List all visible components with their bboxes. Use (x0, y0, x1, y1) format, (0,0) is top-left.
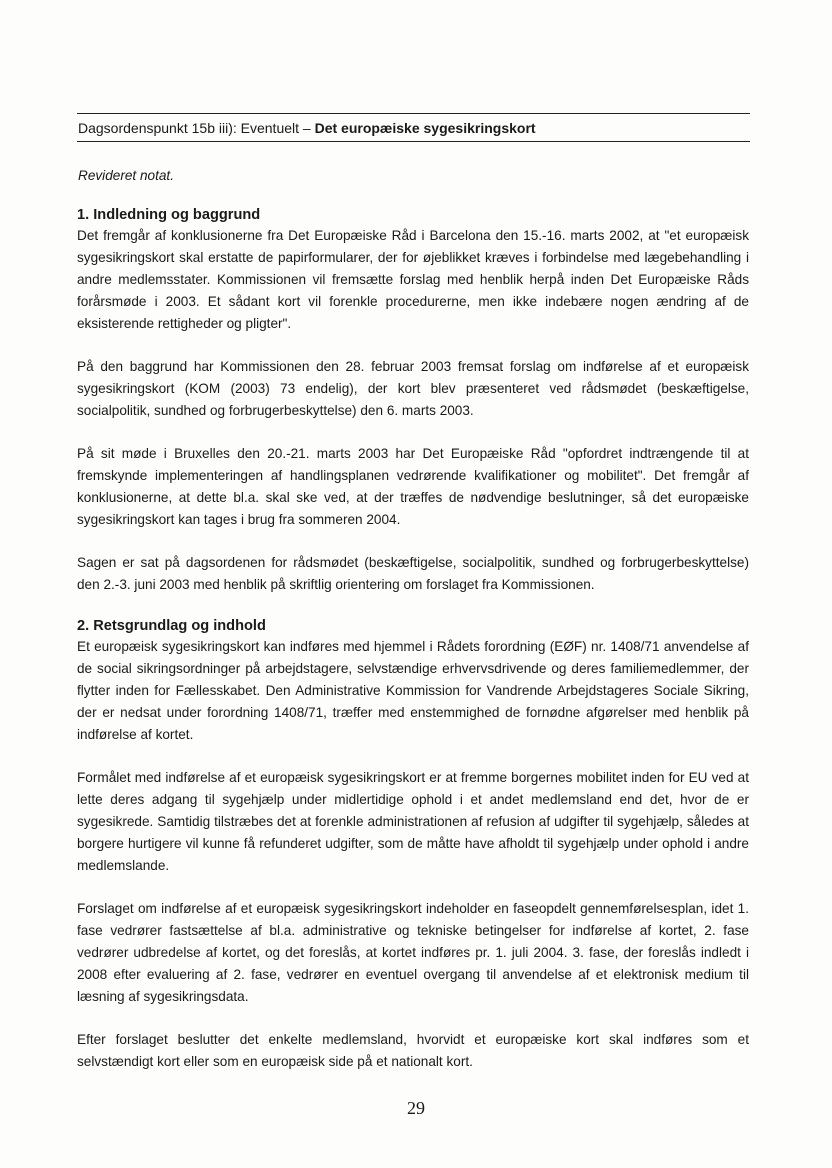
paragraph: På den baggrund har Kommissionen den 28. februar 2003 fremsat forslag om indførelse af et europæisk sygesikringskort (KOM (2003) 73 endelig), der kort blev præsenteret ved rådsmødet (beskæftigelse, socialpolitik, sundhed og forbrugerbeskyttelse) den 6. marts 2003. (77, 359, 749, 418)
paragraph: Det fremgår af konklusionerne fra Det Europæiske Råd i Barcelona den 15.-16. marts 2002, at "et europæisk sygesikringskort skal erstatte de papirformularer, der for øjeblikket kræves i forbindelse med lægebehandling i andre medlemsstater. Kommissionen vil fremsætte forslag med henblik herpå inden Det Europæiske Råds forårsmøde i 2003. Et sådant kort vil forenkle procedurerne, men ikke indebære nogen ændring af de eksisterende rettigheder og pligter". (77, 228, 749, 331)
agenda-header (78, 120, 536, 136)
paragraph: Formålet med indførelse af et europæisk sygesikringskort er at fremme borgernes mobilitet inden for EU ved at lette deres adgang til sygehjælp under midlertidige ophold i et andet medlemsland end det, hvor de er sygesikrede. Samtidig tilstræbes det at forenkle administrationen af refusion af udgifter til sygehjælp, således at borgere hurtigere vil kunne få refunderet udgifter, som de måtte have afholdt til sygehjælp under ophold i andre medlemslande. (77, 770, 749, 873)
header-rule-top (77, 113, 750, 114)
section-legal-basis (77, 616, 749, 1073)
paragraph: Sagen er sat på dagsordenen for rådsmødet (beskæftigelse, socialpolitik, sundhed og forbrugerbeskyttelse) den 2.-3. juni 2003 med henblik på skriftlig orientering om forslaget fra Kommissionen. (77, 555, 749, 592)
page-number: 29 (407, 1098, 425, 1118)
paragraph: Forslaget om indførelse af et europæisk sygesikringskort indeholder en faseopdelt gennemførelsesplan, idet 1. fase vedrører fastsættelse af bl.a. administrative og tekniske betingelser for indførelse af kortet, 2. fase vedrører udbredelse af kortet, og det foreslås, at kortet indføres pr. 1. juli 2004. 3. fase, der foreslås indledt i 2008 efter evaluering af 2. fase, vedrører en eventuel overgang til anvendelse af et elektronisk medium til læsning af sygesikringsdata. (77, 901, 749, 1004)
paragraph: På sit møde i Bruxelles den 20.-21. marts 2003 har Det Europæiske Råd "opfordret indtrængende til at fremskynde implementeringen af handlingsplanen vedrørende kvalifikationer og mobilitet". Det fremgår af konklusionerne, at dette bl.a. skal ske ved, at der træffes de nødvendige beslutninger, så det europæiske sygesikringskort kan tages i brug fra sommeren 2004. (77, 446, 749, 527)
section-introduction (77, 205, 749, 596)
header-prefix: Dagsordenspunkt 15b iii): Eventuelt – (78, 120, 315, 136)
paragraph: Efter forslaget beslutter det enkelte medlemsland, hvorvidt et europæiske kort skal indføres som et selvstændigt kort eller som en europæisk side på et nationalt kort. (77, 1032, 749, 1069)
header-title: Det europæiske sygesikringskort (314, 120, 536, 136)
revised-note: Revideret notat. (78, 168, 174, 183)
section-heading: 2. Retsgrundlag og indhold (77, 618, 266, 634)
section-heading: 1. Indledning og baggrund (77, 207, 261, 223)
document-body (77, 205, 749, 1094)
paragraph: Et europæisk sygesikringskort kan indføres med hjemmel i Rådets forordning (EØF) nr. 1408/71 anvendelse af de social sikringsordninger på arbejdstagere, selvstændige erhvervsdrivende og deres familiemedlemmer, der flytter inden for Fællesskabet. Den Administrative Kommission for Vandrende Arbejdstageres Sociale Sikring, der er nedsat under forordning 1408/71, træffer med enstemmighed de fornødne afgørelser med henblik på indførelse af kortet. (77, 639, 749, 742)
header-rule-bottom (77, 141, 750, 142)
